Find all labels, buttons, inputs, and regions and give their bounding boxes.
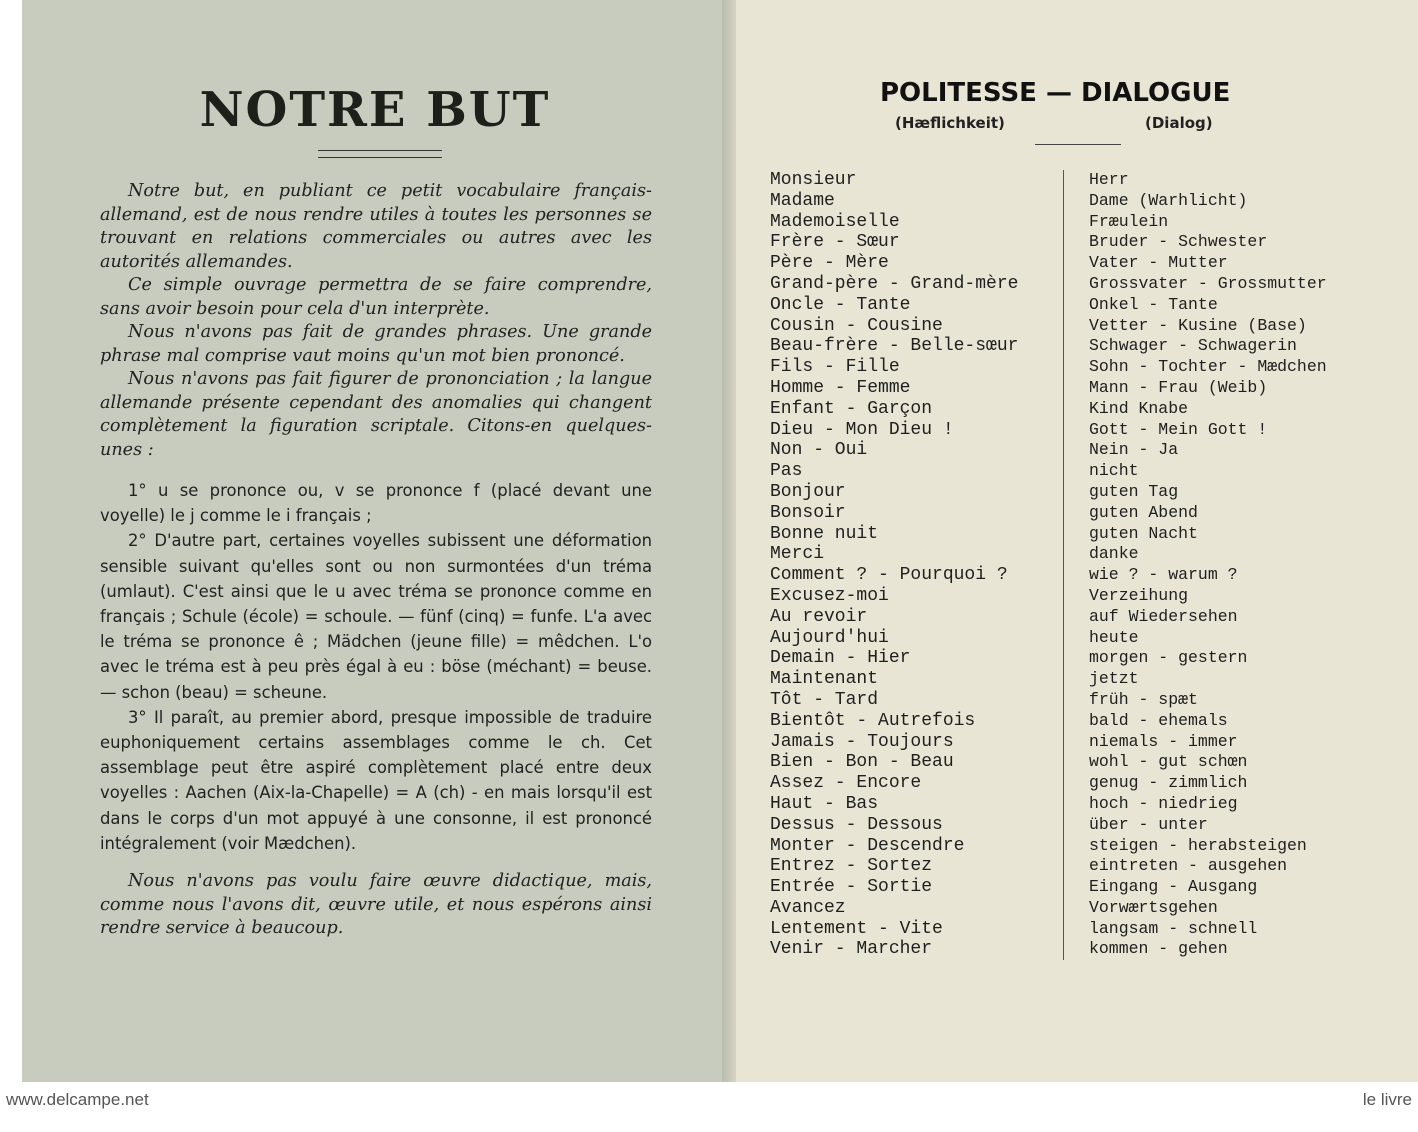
french-word: Entrée - Sortie [770, 877, 933, 898]
french-word: Haut - Bas [770, 793, 879, 814]
german-word: früh - spæt [1089, 689, 1198, 709]
french-vocabulary-list [770, 170, 1018, 960]
french-word: Dessus - Dessous [770, 814, 943, 835]
paragraph-conclusion: Nous n'avons pas voulu faire œuvre didactique, mais, comme nous l'avons dit, œuvre utile, et nous espérons ainsi rendre service à beaucoup. [100, 871, 652, 939]
german-word: Herr [1089, 170, 1129, 189]
french-word: Entrez - Sortez [770, 856, 933, 877]
german-word: eintreten - ausgehen [1089, 856, 1288, 876]
french-word: Comment ? - Pourquoi ? [770, 565, 1008, 586]
french-word: Bonne nuit [770, 523, 879, 544]
german-word: kommen - gehen [1089, 939, 1228, 959]
french-word: Assez - Encore [770, 773, 922, 794]
german-word: Nein - Ja [1089, 440, 1179, 460]
german-word: wohl - gut schœn [1089, 752, 1248, 772]
french-word: Fils - Fille [770, 357, 900, 378]
french-word: Cousin - Cousine [770, 315, 943, 336]
german-word: auf Wiedersehen [1089, 606, 1238, 626]
german-word: über - unter [1089, 814, 1208, 834]
french-word: Pas [770, 461, 803, 482]
german-word: Bruder - Schwester [1089, 232, 1268, 252]
german-word: Mann - Frau (Weib) [1089, 377, 1268, 397]
french-word: Beau-frère - Belle-sœur [770, 336, 1019, 357]
german-word: nicht [1089, 461, 1139, 481]
french-word: Madame [770, 190, 835, 211]
german-word: danke [1089, 544, 1139, 564]
german-word: Gott - Mein Gott ! [1089, 419, 1268, 439]
french-word: Bien - Bon - Beau [770, 752, 954, 773]
french-word: Frère - Sœur [770, 232, 900, 253]
german-word: guten Tag [1089, 481, 1179, 501]
french-word: Grand-père - Grand-mère [770, 273, 1019, 294]
german-word: Fræulein [1089, 211, 1169, 231]
german-word: Grossvater - Grossmutter [1089, 273, 1327, 293]
german-word: jetzt [1089, 669, 1139, 689]
french-word: Enfant - Garçon [770, 398, 933, 419]
rule-2: 2° D'autre part, certaines voyelles subissent une déformation sensible suivant qu'elles sont ou non surmontées d'un tréma (umlaut). C'est ainsi que le u avec tréma se prononce comme en français ; Schule (école) = schoule. — fünf (cinq) = funfe. L'a avec le tréma se prononce ê ; Mädchen (jeune fille) = mêdchen. L'o avec le tréma est à peu près égal à eu : böse (méchant) = beuse. — schon (beau) = scheune. [100, 531, 652, 702]
german-word: Eingang - Ausgang [1089, 877, 1258, 897]
german-word: Vorwærtsgehen [1089, 897, 1218, 917]
french-word: Au revoir [770, 606, 868, 627]
heading-rule [1035, 144, 1121, 145]
french-word: Aujourd'hui [770, 627, 889, 648]
left-page [22, 0, 728, 1082]
subtitle-german-right: (Dialog) [1145, 114, 1213, 132]
german-word: heute [1089, 627, 1139, 647]
watermark-right: le livre [1362, 1090, 1412, 1109]
column-divider [1063, 170, 1064, 960]
french-word: Monsieur [770, 170, 857, 190]
german-word: morgen - gestern [1089, 648, 1248, 668]
rule-3: 3° Il paraît, au premier abord, presque impossible de traduire euphoniquement certains assemblages comme le ch. Cet assemblage peut être aspiré complètement placé entre deux voyelles : Aachen (Aix-la-Chapelle) = A (ch) - en mais lorsqu'il est dans le corps d'un mot appuyé à une consonne, il est prononcé intégralement (voir Mædchen). [100, 707, 652, 853]
french-word: Jamais - Toujours [770, 731, 954, 752]
german-word: wie ? - warum ? [1089, 565, 1238, 585]
german-word: genug - zimmlich [1089, 773, 1248, 793]
german-word: steigen - herabsteigen [1089, 835, 1307, 855]
german-word: hoch - niedrieg [1089, 793, 1238, 813]
french-word: Oncle - Tante [770, 294, 911, 315]
german-word: guten Nacht [1089, 523, 1198, 543]
german-vocabulary-list [1089, 170, 1327, 960]
french-word: Père - Mère [770, 253, 889, 274]
page-title-notre-but: NOTRE BUT [199, 82, 551, 138]
left-page-text [100, 180, 652, 941]
french-word: Excusez-moi [770, 585, 889, 606]
french-word: Bientôt - Autrefois [770, 710, 976, 731]
french-word: Lentement - Vite [770, 918, 943, 939]
french-word: Monter - Descendre [770, 835, 965, 856]
paragraph-grandes-phrases: Nous n'avons pas fait de grandes phrases. Une grande phrase mal comprise vaut moins qu'un mot bien prononcé. [100, 322, 652, 366]
german-word: Kind Knabe [1089, 398, 1189, 418]
german-word: Onkel - Tante [1089, 294, 1218, 314]
german-word: guten Abend [1089, 502, 1198, 522]
german-word: Vetter - Kusine (Base) [1089, 315, 1307, 335]
french-word: Dieu - Mon Dieu ! [770, 419, 954, 440]
french-word: Maintenant [770, 669, 879, 690]
paragraph-simple-ouvrage: Ce simple ouvrage permettra de se faire comprendre, sans avoir besoin pour cela d'un interprète. [100, 275, 652, 319]
french-word: Merci [770, 544, 825, 565]
french-word: Tôt - Tard [770, 689, 879, 710]
german-word: Sohn - Tochter - Mædchen [1089, 357, 1327, 377]
french-word: Avancez [770, 897, 846, 918]
german-word: Dame (Warhlicht) [1089, 190, 1248, 210]
title-double-rule [318, 150, 442, 158]
german-word: niemals - immer [1089, 731, 1238, 751]
right-page-title: POLITESSE — DIALOGUE [880, 78, 1231, 108]
german-word: Schwager - Schwagerin [1089, 336, 1297, 356]
french-word: Homme - Femme [770, 377, 911, 398]
german-word: Vater - Mutter [1089, 253, 1228, 273]
french-word: Non - Oui [770, 440, 868, 461]
german-word: langsam - schnell [1089, 918, 1258, 938]
paragraph-intro: Notre but, en publiant ce petit vocabulaire français-allemand, est de nous rendre utiles à toutes les personnes se trouvant en relations commerciales ou autres avec les autorités allemandes. [100, 181, 652, 272]
watermark-left: www.delcampe.net [6, 1090, 149, 1109]
subtitle-german-left: (Hæflichkeit) [895, 114, 1005, 132]
rule-1: 1° u se prononce ou, v se prononce f (placé devant une voyelle) le j comme le i français ; [100, 481, 652, 526]
book-gutter [722, 0, 736, 1082]
french-word: Demain - Hier [770, 648, 911, 669]
paragraph-prononciation: Nous n'avons pas fait figurer de prononciation ; la langue allemande présente cependant des anomalies qui changent complètement la figuration scriptale. Citons-en quelques-unes : [100, 369, 652, 460]
french-word: Mademoiselle [770, 211, 900, 232]
french-word: Bonjour [770, 481, 846, 502]
german-word: bald - ehemals [1089, 710, 1228, 730]
french-word: Venir - Marcher [770, 939, 933, 960]
german-word: Verzeihung [1089, 585, 1189, 605]
french-word: Bonsoir [770, 502, 846, 523]
